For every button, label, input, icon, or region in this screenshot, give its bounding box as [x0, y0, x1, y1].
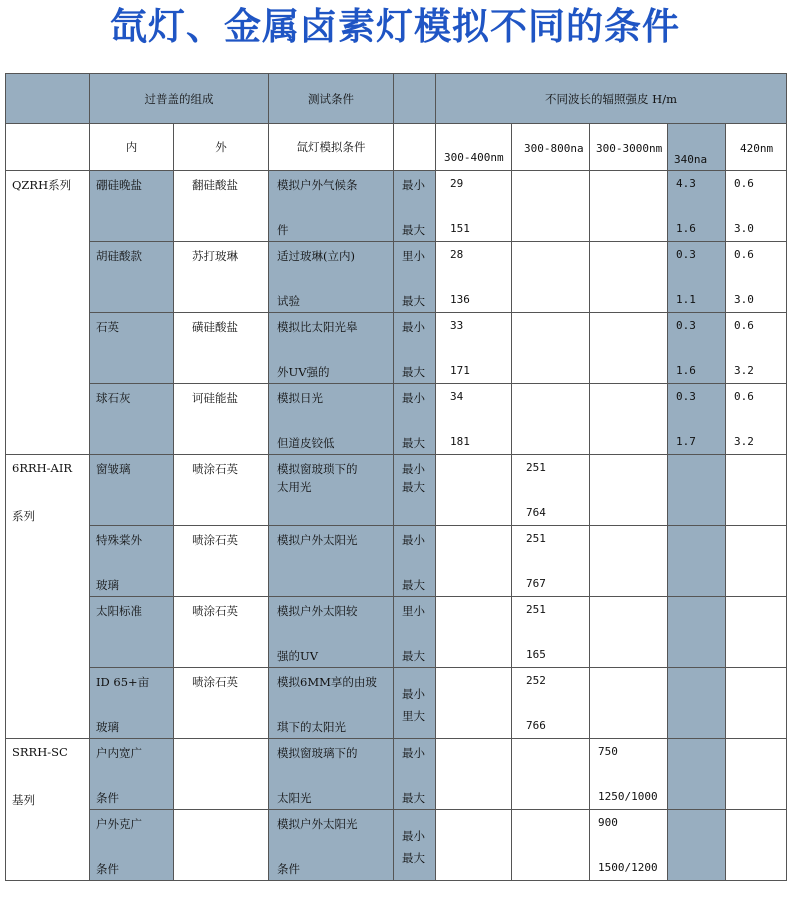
w4-value-cell	[668, 171, 726, 242]
cell-text: 最小	[402, 320, 425, 334]
condition-cell	[269, 668, 394, 739]
cell-text: 最小	[402, 746, 425, 760]
cell-text: 34	[450, 390, 464, 403]
cell-text: 啧涂石英	[192, 675, 238, 689]
condition-cell	[269, 455, 394, 526]
w5-value-cell	[726, 242, 787, 313]
cell-text: 251	[526, 461, 546, 474]
table-row	[6, 597, 787, 668]
w2-value-cell	[512, 668, 590, 739]
cell-text: 165	[526, 648, 546, 661]
cell-text: 太阳光	[277, 791, 312, 805]
cell-text: 251	[526, 603, 546, 616]
outer-header: 外	[174, 124, 269, 171]
inner-material-cell	[90, 526, 174, 597]
cell-text: 里小	[402, 249, 425, 263]
inner-material-cell	[90, 668, 174, 739]
table-row	[6, 668, 787, 739]
outer-material-cell	[174, 597, 269, 668]
min-max-cell	[394, 810, 436, 881]
min-max-cell	[394, 242, 436, 313]
cell-text: 模拟比太阳光皋	[277, 320, 358, 334]
cell-text: 0.6	[734, 319, 754, 332]
cell-text: 石英	[96, 320, 119, 334]
cell-text: 28	[450, 248, 464, 261]
min-max-cell	[394, 313, 436, 384]
w3-value-cell	[590, 384, 668, 455]
cell-text: 特殊棠外	[96, 533, 142, 547]
cell-text: 啧涂石英	[192, 533, 238, 547]
test-condition-header: 测试条件	[269, 74, 394, 124]
cell-text: 767	[526, 577, 546, 590]
series-label: 系列	[12, 509, 35, 523]
header-blank	[394, 74, 436, 124]
series-label: 6RRH-AIR	[12, 461, 73, 475]
series-label: QZRH系列	[12, 178, 72, 192]
inner-material-cell	[90, 739, 174, 810]
cell-text: 模拟户外太阳光	[277, 817, 358, 831]
cell-text: 里小	[402, 604, 425, 618]
cell-text: 户外克广	[96, 817, 142, 831]
cell-text: 750	[598, 745, 618, 758]
wavelength-header-3: 300-3000nm	[590, 124, 668, 171]
w1-value-cell	[436, 597, 512, 668]
series-cell	[6, 171, 90, 455]
cell-text: 1250/1000	[598, 790, 658, 803]
w5-value-cell	[726, 384, 787, 455]
cell-text: 3.2	[734, 435, 754, 448]
condition-cell	[269, 171, 394, 242]
outer-material-cell	[174, 668, 269, 739]
table-row	[6, 739, 787, 810]
w5-value-cell	[726, 668, 787, 739]
inner-material-cell	[90, 242, 174, 313]
w1-value-cell	[436, 526, 512, 597]
cell-text: 1500/1200	[598, 861, 658, 874]
cell-text: 条件	[96, 791, 119, 805]
table-row	[6, 526, 787, 597]
w2-value-cell	[512, 242, 590, 313]
cell-text: 磺硅酸盐	[192, 320, 238, 334]
cell-text: 模拟日光	[277, 391, 323, 405]
w3-value-cell	[590, 171, 668, 242]
table-row	[6, 810, 787, 881]
w5-value-cell	[726, 526, 787, 597]
cell-text: ID 65+亩	[96, 675, 150, 689]
inner-material-cell	[90, 313, 174, 384]
min-max-cell	[394, 171, 436, 242]
w2-value-cell	[512, 455, 590, 526]
cell-text: 最小	[402, 391, 425, 405]
min-max-cell	[394, 739, 436, 810]
w4-value-cell	[668, 739, 726, 810]
cell-text: 太阳标准	[96, 604, 142, 618]
cell-text: 151	[450, 222, 470, 235]
inner-material-cell	[90, 455, 174, 526]
cell-text: 强的UV	[277, 649, 318, 663]
cell-text: 0.6	[734, 248, 754, 261]
series-label: 基列	[12, 793, 35, 807]
inner-header: 内	[90, 124, 174, 171]
cell-text: 窗皱璃	[96, 462, 131, 476]
w4-value-cell	[668, 526, 726, 597]
outer-material-cell	[174, 739, 269, 810]
w3-value-cell	[590, 313, 668, 384]
cell-text: 33	[450, 319, 464, 332]
inner-material-cell	[90, 810, 174, 881]
cell-text: 模拟户外太阳较	[277, 604, 358, 618]
cell-text: 最小	[402, 178, 425, 192]
w4-value-cell	[668, 242, 726, 313]
cell-text: 29	[450, 177, 464, 190]
w3-value-cell	[590, 739, 668, 810]
series-cell	[6, 455, 90, 739]
w4-value-cell	[668, 668, 726, 739]
cell-text: 0.6	[734, 390, 754, 403]
cell-text: 硼硅晚盐	[96, 178, 142, 192]
conditions-table	[5, 73, 787, 881]
condition-cell	[269, 739, 394, 810]
cell-text: 最大	[402, 223, 425, 237]
table-row	[6, 455, 787, 526]
wavelength-header-2: 300-800na	[512, 124, 590, 171]
w3-value-cell	[590, 810, 668, 881]
cell-text: 最大	[402, 791, 425, 805]
cell-text: 诃硅能盐	[192, 391, 238, 405]
w1-value-cell	[436, 313, 512, 384]
cell-text: 胡硅酸款	[96, 249, 142, 263]
w1-value-cell	[436, 171, 512, 242]
outer-material-cell	[174, 526, 269, 597]
cell-text: 户内宽广	[96, 746, 142, 760]
min-max-cell	[394, 597, 436, 668]
min-max-cell	[394, 455, 436, 526]
w5-value-cell	[726, 739, 787, 810]
cell-text: 模拟6MM享的由玻	[277, 675, 377, 689]
w5-value-cell	[726, 313, 787, 384]
table-row	[6, 384, 787, 455]
w5-value-cell	[726, 597, 787, 668]
cell-text: 啧涂石英	[192, 604, 238, 618]
condition-cell	[269, 242, 394, 313]
w1-value-cell	[436, 384, 512, 455]
cell-text: 0.6	[734, 177, 754, 190]
w2-value-cell	[512, 597, 590, 668]
table-row	[6, 171, 787, 242]
series-cell	[6, 739, 90, 881]
page-title: 氙灯、金属卤素灯模拟不同的条件	[110, 5, 680, 48]
cell-text: 适过玻琳(立内)	[277, 249, 355, 263]
cell-text: 太用光	[277, 480, 312, 494]
cell-text: 171	[450, 364, 470, 377]
irradiance-header: 不同波长的辐照强皮 H/m	[436, 74, 787, 124]
xenon-sim-header: 氙灯模拟条件	[269, 124, 394, 171]
cell-text: 苏打玻琳	[192, 249, 238, 263]
cell-text: 1.1	[676, 293, 696, 306]
cell-text: 但道皮铰低	[277, 436, 335, 450]
inner-material-cell	[90, 597, 174, 668]
cell-text: 最小	[402, 829, 425, 843]
wavelength-header-1: 300-400nm	[436, 124, 512, 171]
w2-value-cell	[512, 384, 590, 455]
wavelength-header-4: 340na	[668, 124, 726, 171]
cell-text: 最大	[402, 578, 425, 592]
cell-text: 啧涂石英	[192, 462, 238, 476]
condition-cell	[269, 526, 394, 597]
cell-text: 最大	[402, 436, 425, 450]
cell-text: 181	[450, 435, 470, 448]
cell-text: 0.3	[676, 390, 696, 403]
w2-value-cell	[512, 171, 590, 242]
cell-text: 模拟户外气候条	[277, 178, 358, 192]
cell-text: 模拟窗玻琐下的	[277, 462, 358, 476]
cell-text: 模拟户外太阳光	[277, 533, 358, 547]
w3-value-cell	[590, 668, 668, 739]
cell-text: 3.2	[734, 364, 754, 377]
w1-value-cell	[436, 739, 512, 810]
cell-text: 900	[598, 816, 618, 829]
cell-text: 条件	[277, 862, 300, 876]
w3-value-cell	[590, 597, 668, 668]
w2-value-cell	[512, 810, 590, 881]
table-row	[6, 313, 787, 384]
cell-text: 1.6	[676, 364, 696, 377]
w4-value-cell	[668, 384, 726, 455]
cell-text: 翻硅酸盐	[192, 178, 238, 192]
w5-value-cell	[726, 455, 787, 526]
cell-text: 玻璃	[96, 720, 119, 734]
cell-text: 玻璃	[96, 578, 119, 592]
cell-text: 766	[526, 719, 546, 732]
w4-value-cell	[668, 313, 726, 384]
w4-value-cell	[668, 597, 726, 668]
w1-value-cell	[436, 810, 512, 881]
min-max-cell	[394, 526, 436, 597]
cell-text: 136	[450, 293, 470, 306]
cell-text: 条件	[96, 862, 119, 876]
cell-text: 最大	[402, 851, 425, 865]
w3-value-cell	[590, 455, 668, 526]
cell-text: 0.3	[676, 319, 696, 332]
cell-text: 最大	[402, 480, 425, 494]
inner-material-cell	[90, 171, 174, 242]
filter-group-header: 过普盖的组成	[90, 74, 269, 124]
w2-value-cell	[512, 526, 590, 597]
outer-material-cell	[174, 384, 269, 455]
wavelength-header-5: 420nm	[726, 124, 787, 171]
cell-text: 0.3	[676, 248, 696, 261]
condition-cell	[269, 597, 394, 668]
cell-text: 3.0	[734, 222, 754, 235]
condition-cell	[269, 810, 394, 881]
min-max-cell	[394, 384, 436, 455]
cell-text: 模拟窗玻璃下的	[277, 746, 358, 760]
cell-text: 球石灰	[96, 391, 131, 405]
cell-text: 最小	[402, 687, 425, 701]
cell-text: 琪下的太阳光	[277, 720, 346, 734]
outer-material-cell	[174, 455, 269, 526]
outer-material-cell	[174, 313, 269, 384]
header-blank	[6, 124, 90, 171]
inner-material-cell	[90, 384, 174, 455]
table-row	[6, 242, 787, 313]
w4-value-cell	[668, 455, 726, 526]
w1-value-cell	[436, 242, 512, 313]
cell-text: 外UV强的	[277, 365, 330, 379]
outer-material-cell	[174, 810, 269, 881]
cell-text: 最大	[402, 294, 425, 308]
min-max-cell	[394, 668, 436, 739]
cell-text: 251	[526, 532, 546, 545]
w4-value-cell	[668, 810, 726, 881]
w1-value-cell	[436, 668, 512, 739]
cell-text: 最大	[402, 649, 425, 663]
condition-cell	[269, 313, 394, 384]
w1-value-cell	[436, 455, 512, 526]
cell-text: 件	[277, 223, 289, 237]
cell-text: 4.3	[676, 177, 696, 190]
header-blank	[394, 124, 436, 171]
series-label: SRRH-SC	[12, 745, 68, 759]
outer-material-cell	[174, 171, 269, 242]
cell-text: 252	[526, 674, 546, 687]
cell-text: 1.7	[676, 435, 696, 448]
condition-cell	[269, 384, 394, 455]
w2-value-cell	[512, 313, 590, 384]
w3-value-cell	[590, 242, 668, 313]
outer-material-cell	[174, 242, 269, 313]
cell-text: 764	[526, 506, 546, 519]
cell-text: 试验	[277, 294, 300, 308]
w5-value-cell	[726, 171, 787, 242]
w5-value-cell	[726, 810, 787, 881]
cell-text: 3.0	[734, 293, 754, 306]
w2-value-cell	[512, 739, 590, 810]
cell-text: 最大	[402, 365, 425, 379]
cell-text: 里大	[402, 709, 425, 723]
cell-text: 1.6	[676, 222, 696, 235]
header-blank	[6, 74, 90, 124]
cell-text: 最小	[402, 462, 425, 476]
w3-value-cell	[590, 526, 668, 597]
cell-text: 最小	[402, 533, 425, 547]
